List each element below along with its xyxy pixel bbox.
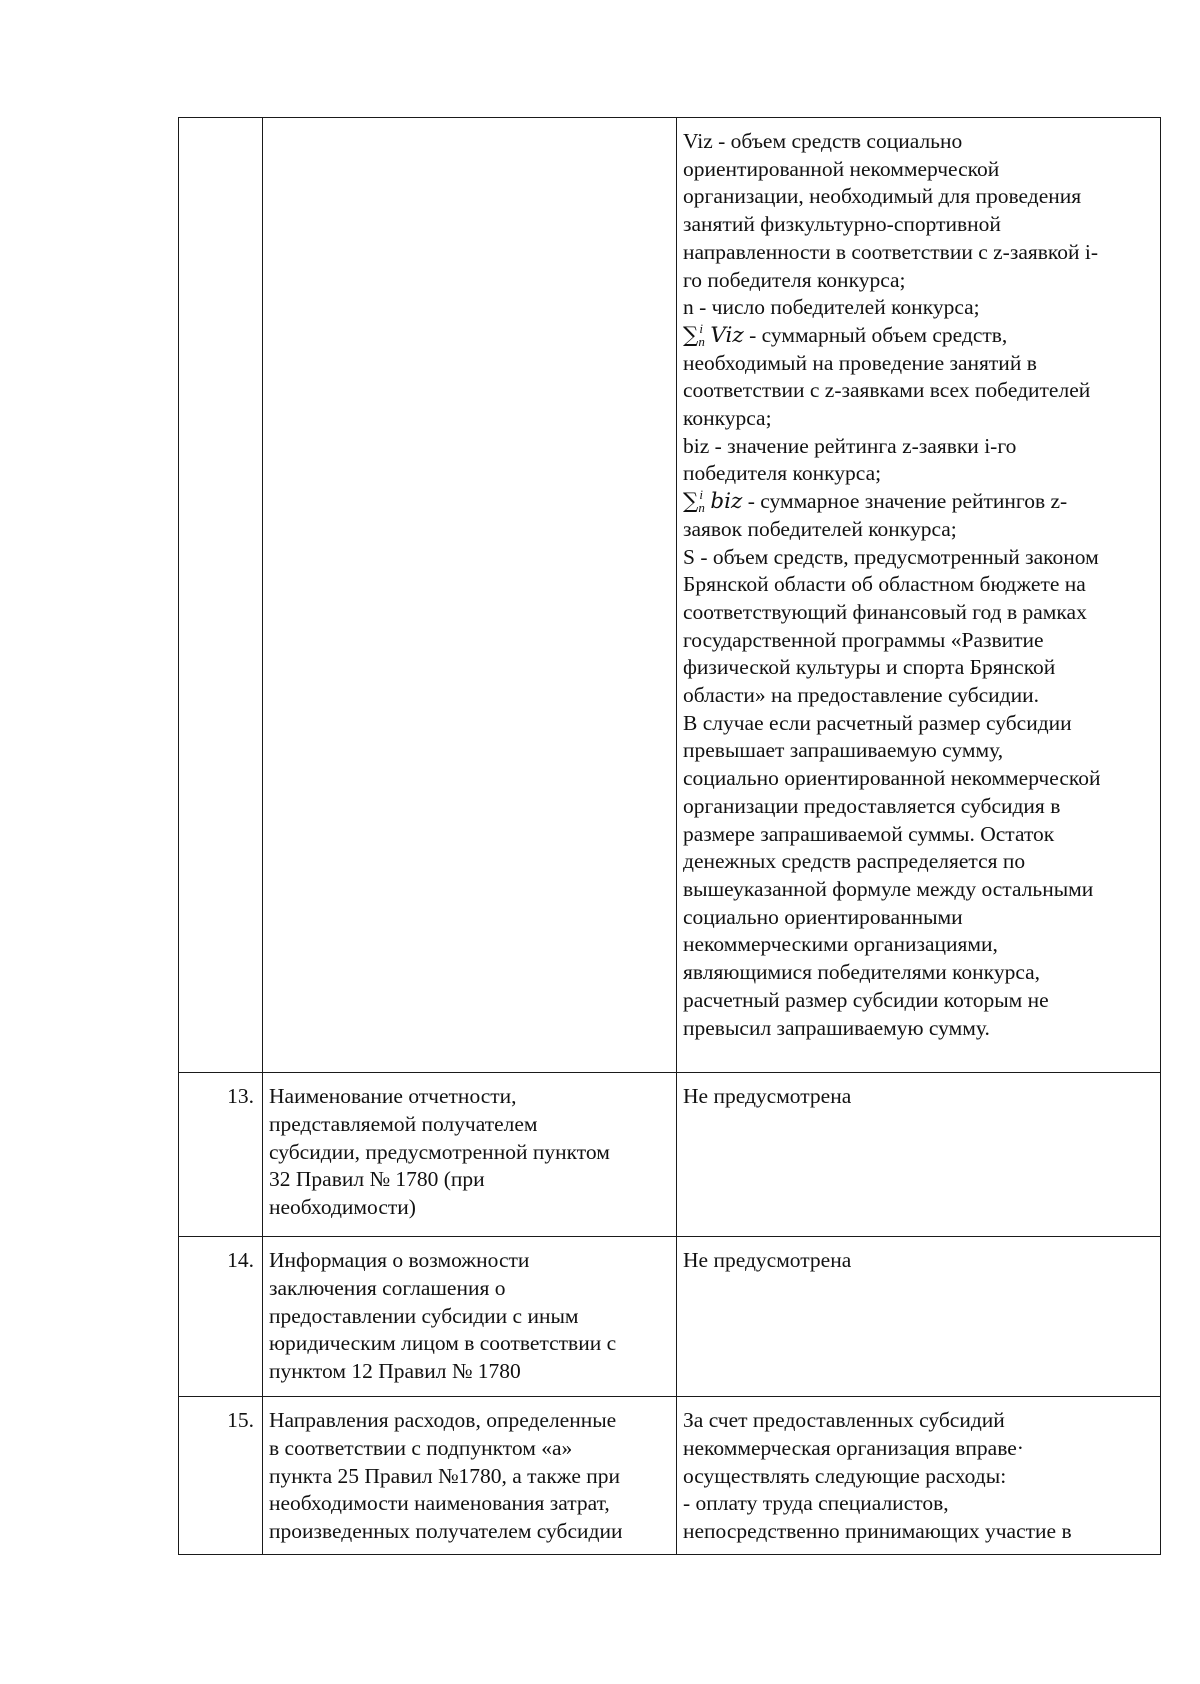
text-line: некоммерческая организация вправе·	[683, 1435, 1024, 1460]
text-line: юридическим лицом в соответствии с	[269, 1331, 617, 1356]
text-line: 32 Правил № 1780 (при	[269, 1167, 485, 1192]
row-number: 13.	[227, 1084, 254, 1109]
text-line: В случае если расчетный размер субсидии	[683, 710, 1072, 735]
row-number: 15.	[227, 1408, 254, 1433]
text-line: некоммерческими организациями,	[683, 932, 998, 957]
text-line: предоставлении субсидии с иным	[269, 1303, 579, 1328]
text-line: Информация о возможности	[269, 1248, 530, 1273]
text-line: субсидии, предусмотренной пунктом	[269, 1139, 610, 1164]
text-line: Не предусмотрена	[683, 1084, 852, 1109]
text-line: конкурса;	[683, 406, 772, 431]
row-value	[683, 1397, 1156, 1546]
text-line: заявок победителей конкурса;	[683, 516, 957, 541]
text-line: направленности в соответствии с z-заявкой i-	[683, 239, 1099, 264]
text-line: государственной программы «Развитие	[683, 627, 1044, 652]
row-name	[269, 1397, 672, 1546]
row-value	[683, 1237, 1156, 1275]
sum-limits	[698, 487, 710, 516]
text-line: пунктом 12 Правил № 1780	[269, 1359, 521, 1384]
text-line: социально ориентированными	[683, 904, 963, 929]
row-name	[269, 1237, 672, 1386]
text-line: организации предоставляется субсидия в	[683, 793, 1061, 818]
text-line: необходимости)	[269, 1195, 416, 1220]
sum-description: - суммарное значение рейтингов z-	[742, 489, 1068, 514]
sum-symbol: ∑	[683, 489, 699, 515]
text-line: За счет предоставленных субсидий	[683, 1408, 1005, 1433]
row-number: 14.	[227, 1248, 254, 1273]
sum-limits	[698, 320, 710, 349]
text-line: превышает запрашиваемую сумму,	[683, 738, 1004, 763]
row-name	[269, 118, 672, 128]
row-value-cell	[677, 118, 1161, 1073]
text-line: - оплату труда специалистов,	[683, 1491, 949, 1516]
text-line: Viz - объем средств социально	[683, 129, 963, 153]
text-line: организации, необходимый для проведения	[683, 184, 1082, 209]
table-row-15	[179, 1397, 1161, 1555]
row-number-cell	[179, 1237, 263, 1397]
text-line: n - число победителей конкурса;	[683, 295, 980, 320]
text-line: победителя конкурса;	[683, 461, 882, 486]
text-line: в соответствии с подпунктом «а»	[269, 1435, 573, 1460]
text-line: S - объем средств, предусмотренный законом	[683, 544, 1099, 569]
table-row-13	[179, 1073, 1161, 1237]
text-line: Направления расходов, определенные	[269, 1408, 617, 1433]
sum-viz-line	[683, 322, 1156, 350]
row-name-cell	[263, 1073, 677, 1237]
formula-explanation	[683, 118, 1156, 1072]
text-line: Наименование отчетности,	[269, 1084, 517, 1109]
text-line: занятий физкультурно-спортивной	[683, 212, 1001, 237]
text-line: области» на предоставление субсидии.	[683, 683, 1040, 708]
row-number	[179, 118, 254, 128]
text-line: Брянской области об областном бюджете на	[683, 572, 1086, 597]
text-line: ориентированной некоммерческой	[683, 156, 1000, 181]
row-value-cell	[677, 1073, 1161, 1237]
row-number-cell	[179, 1397, 263, 1555]
sum-description: - суммарный объем средств,	[743, 322, 1008, 347]
text-line: biz - значение рейтинга z-заявки i-го	[683, 433, 1017, 458]
text-line: Не предусмотрена	[683, 1248, 852, 1273]
sum-symbol: ∑	[683, 322, 699, 348]
text-line: денежных средств распределяется по	[683, 849, 1026, 874]
text-line: социально ориентированной некоммерческой	[683, 766, 1101, 791]
text-line: необходимости наименования затрат,	[269, 1491, 610, 1516]
row-value-cell	[677, 1237, 1161, 1397]
sum-superscript: i	[699, 487, 703, 503]
row-number-cell	[179, 1073, 263, 1237]
text-line: непосредственно принимающих участие в	[683, 1519, 1072, 1544]
sum-variable: Viz	[710, 322, 744, 348]
text-line: соответствии с z-заявками всех победителей	[683, 378, 1091, 403]
text-line: расчетный размер субсидии которым не	[683, 987, 1049, 1012]
subsidy-table	[178, 117, 1161, 1555]
text-line: физической культуры и спорта Брянской	[683, 655, 1056, 680]
text-line: вышеуказанной формуле между остальными	[683, 876, 1094, 901]
row-name-cell	[263, 1397, 677, 1555]
sum-biz-line	[683, 488, 1156, 516]
sum-subscript: n	[698, 333, 705, 349]
table-row-continuation	[179, 118, 1161, 1073]
text-line: представляемой получателем	[269, 1111, 538, 1136]
text-line: произведенных получателем субсидии	[269, 1519, 623, 1544]
text-line: являющимися победителями конкурса,	[683, 960, 1041, 985]
sum-subscript: n	[698, 500, 705, 516]
row-name-cell	[263, 118, 677, 1073]
row-name-cell	[263, 1237, 677, 1397]
text-line: соответствующий финансовый год в рамках	[683, 599, 1087, 624]
row-name	[269, 1073, 672, 1222]
sum-variable: biz	[710, 489, 743, 515]
table-row-14	[179, 1237, 1161, 1397]
text-line: пункта 25 Правил №1780, а также при	[269, 1463, 621, 1488]
row-value-cell	[677, 1397, 1161, 1555]
text-line: осуществлять следующие расходы:	[683, 1463, 1007, 1488]
row-number-cell	[179, 118, 263, 1073]
text-line: необходимый на проведение занятий в	[683, 350, 1037, 375]
text-line: заключения соглашения о	[269, 1275, 506, 1300]
sum-superscript: i	[699, 320, 703, 336]
text-line: превысил запрашиваемую сумму.	[683, 1015, 990, 1040]
text-line: го победителя конкурса;	[683, 267, 906, 292]
row-value	[683, 1073, 1156, 1111]
text-line: размере запрашиваемой суммы. Остаток	[683, 821, 1055, 846]
